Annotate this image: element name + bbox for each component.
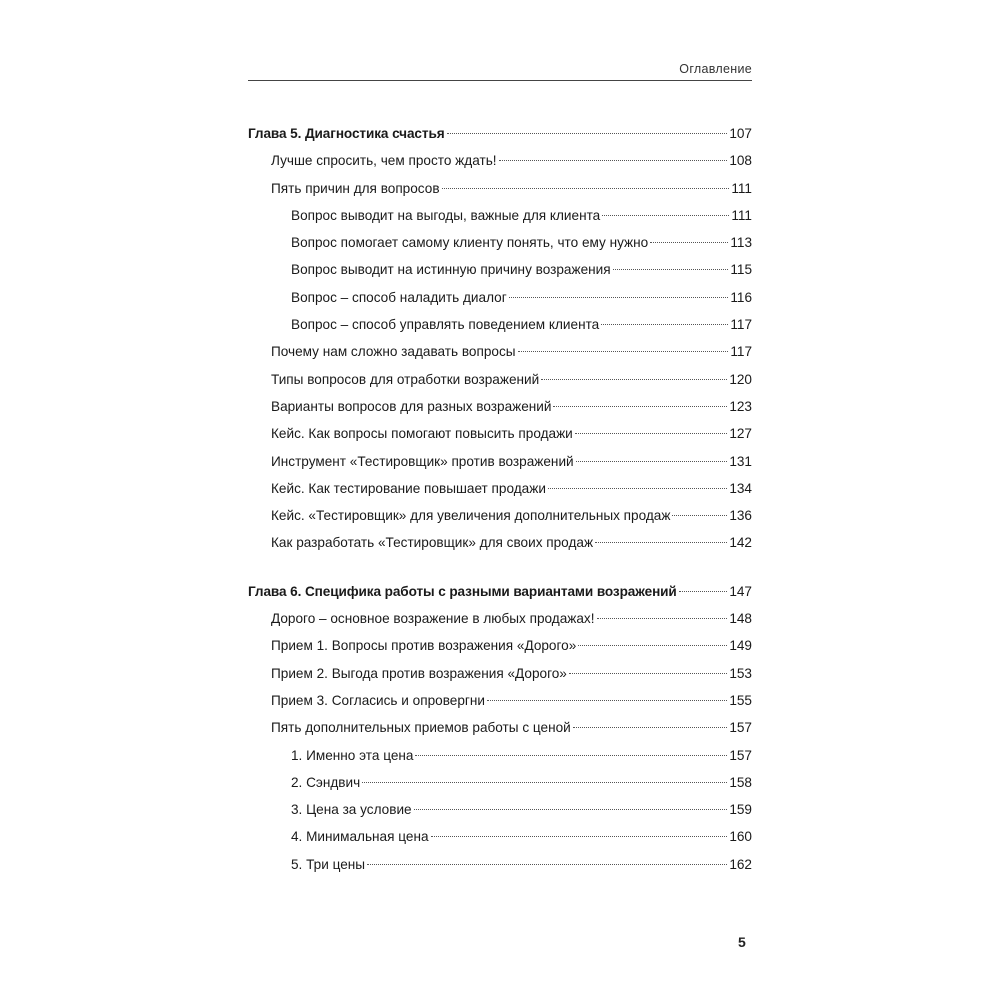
- toc-entry-page: 111: [731, 180, 752, 196]
- toc-entry: [248, 660, 752, 687]
- toc-entry-page: 162: [729, 856, 752, 872]
- toc-entry: [248, 338, 752, 365]
- toc-entry-page: 136: [729, 508, 752, 524]
- toc-subentry: [248, 823, 752, 850]
- toc-entry-page: 149: [729, 638, 752, 654]
- toc-entry-page: 134: [729, 480, 752, 496]
- toc-entry-page: 157: [729, 747, 752, 763]
- toc-entry-title: Прием 2. Выгода против возражения «Дорого»: [271, 665, 567, 681]
- toc-entry-page: 160: [729, 829, 752, 845]
- toc-subentry: [248, 851, 752, 878]
- dot-leader: [597, 618, 728, 619]
- table-of-contents: [248, 120, 752, 878]
- toc-entry-title: Кейс. Как тестирование повышает продажи: [271, 480, 546, 496]
- toc-entry-title: Вопрос – способ наладить диалог: [291, 289, 507, 305]
- toc-entry-page: 108: [729, 153, 752, 169]
- toc-entry: [248, 632, 752, 659]
- header-rule: [248, 80, 752, 81]
- toc-entry-page: 142: [729, 535, 752, 551]
- dot-leader: [575, 433, 728, 434]
- toc-entry: [248, 175, 752, 202]
- toc-subentry: [248, 229, 752, 256]
- dot-leader: [431, 836, 728, 837]
- toc-entry-page: 117: [730, 344, 752, 360]
- toc-entry-page: 153: [729, 665, 752, 681]
- dot-leader: [414, 809, 728, 810]
- toc-entry: [248, 687, 752, 714]
- dot-leader: [415, 755, 727, 756]
- dot-leader: [518, 351, 729, 352]
- toc-entry-title: 1. Именно эта цена: [291, 747, 414, 763]
- toc-entry-page: 157: [729, 720, 752, 736]
- toc-entry-title: Кейс. «Тестировщик» для увеличения дополнительных продаж: [271, 508, 671, 524]
- toc-entry-page: 147: [729, 583, 752, 599]
- dot-leader: [367, 864, 727, 865]
- dot-leader: [553, 406, 727, 407]
- toc-subentry: [248, 769, 752, 796]
- dot-leader: [613, 269, 729, 270]
- page-number: 5: [738, 934, 746, 950]
- toc-chapter: [248, 120, 752, 557]
- toc-subentry: [248, 796, 752, 823]
- toc-entry: [248, 714, 752, 741]
- dot-leader: [541, 379, 727, 380]
- toc-entry-title: Вопрос помогает самому клиенту понять, что ему нужно: [291, 235, 649, 251]
- toc-entry-page: 117: [730, 317, 752, 333]
- running-head: Оглавление: [679, 62, 752, 76]
- dot-leader: [576, 461, 728, 462]
- toc-entry-title: Вопрос выводит на истинную причину возражения: [291, 262, 611, 278]
- dot-leader: [602, 215, 729, 216]
- toc-entry-title: Вопрос – способ управлять поведением клиента: [291, 317, 600, 333]
- toc-entry-title: Прием 3. Согласись и опровергни: [271, 692, 485, 708]
- dot-leader: [569, 673, 727, 674]
- dot-leader: [578, 645, 727, 646]
- toc-subentry: [248, 742, 752, 769]
- toc-entry-title: Кейс. Как вопросы помогают повысить продажи: [271, 426, 573, 442]
- dot-leader: [573, 727, 728, 728]
- toc-entry-title: Прием 1. Вопросы против возражения «Дорого»: [271, 638, 577, 654]
- toc-entry-title: Глава 5. Диагностика счастья: [248, 126, 445, 141]
- toc-entry-page: 155: [729, 692, 752, 708]
- dot-leader: [442, 188, 730, 189]
- dot-leader: [499, 160, 728, 161]
- dot-leader: [595, 542, 727, 543]
- toc-entry-title: Как разработать «Тестировщик» для своих продаж: [271, 535, 594, 551]
- toc-entry-page: 159: [729, 802, 752, 818]
- dot-leader: [548, 488, 727, 489]
- toc-subentry: [248, 311, 752, 338]
- toc-subentry: [248, 202, 752, 229]
- toc-entry-page: 127: [729, 426, 752, 442]
- toc-entry: [248, 605, 752, 632]
- toc-subentry: [248, 284, 752, 311]
- toc-entry-title: Пять дополнительных приемов работы с ценой: [271, 720, 571, 736]
- toc-entry: [248, 420, 752, 447]
- dot-leader: [679, 591, 728, 592]
- toc-entry-title: Инструмент «Тестировщик» против возражений: [271, 453, 574, 469]
- toc-entry-page: 131: [729, 453, 752, 469]
- dot-leader: [447, 133, 728, 134]
- toc-entry-page: 123: [729, 398, 752, 414]
- toc-entry-title: Лучше спросить, чем просто ждать!: [271, 153, 497, 169]
- dot-leader: [650, 242, 728, 243]
- toc-entry-page: 120: [729, 371, 752, 387]
- toc-entry-page: 107: [729, 126, 752, 141]
- toc-entry-page: 148: [729, 611, 752, 627]
- toc-entry-title: Типы вопросов для отработки возражений: [271, 371, 540, 387]
- toc-entry-title: 5. Три цены: [291, 856, 366, 872]
- toc-entry: [248, 475, 752, 502]
- toc-entry: [248, 502, 752, 529]
- toc-entry-title: Глава 6. Специфика работы с разными вариантами возражений: [248, 583, 677, 599]
- toc-entry-page: 115: [730, 262, 752, 278]
- dot-leader: [672, 515, 727, 516]
- toc-chapter: [248, 578, 752, 878]
- toc-entry-page: 111: [731, 207, 752, 223]
- dot-leader: [487, 700, 727, 701]
- toc-entry-title: Почему нам сложно задавать вопросы: [271, 344, 516, 360]
- dot-leader: [601, 324, 728, 325]
- toc-entry: [248, 147, 752, 174]
- toc-subentry: [248, 256, 752, 283]
- dot-leader: [362, 782, 727, 783]
- toc-entry: [248, 448, 752, 475]
- toc-entry-title: Дорого – основное возражение в любых продажах!: [271, 611, 595, 627]
- toc-entry: [248, 393, 752, 420]
- toc-entry: [248, 366, 752, 393]
- toc-chapter-heading: [248, 578, 752, 605]
- toc-entry: [248, 529, 752, 556]
- toc-entry-title: 2. Сэндвич: [291, 774, 361, 790]
- toc-entry-title: 4. Минимальная цена: [291, 829, 429, 845]
- toc-entry-page: 113: [730, 235, 752, 251]
- toc-entry-title: Варианты вопросов для разных возражений: [271, 398, 552, 414]
- toc-entry-title: Пять причин для вопросов: [271, 180, 440, 196]
- toc-entry-title: Вопрос выводит на выгоды, важные для клиента: [291, 207, 601, 223]
- toc-chapter-heading: [248, 120, 752, 147]
- dot-leader: [509, 297, 729, 298]
- toc-entry-page: 158: [729, 774, 752, 790]
- toc-entry-title: 3. Цена за условие: [291, 802, 412, 818]
- toc-entry-page: 116: [730, 289, 752, 305]
